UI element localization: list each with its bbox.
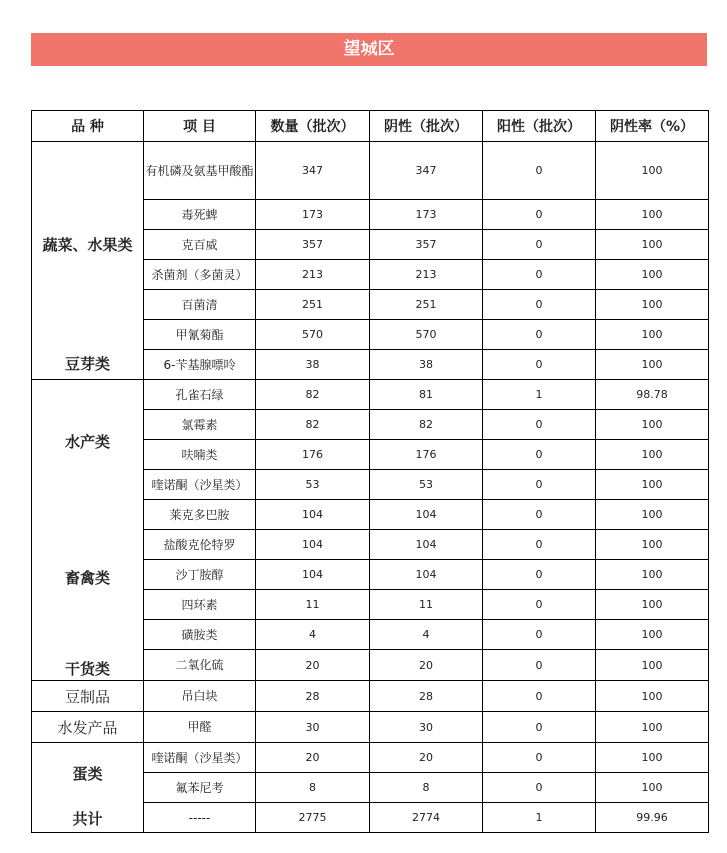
positive-cell: 0 (483, 620, 596, 650)
item-cell: 克百威 (144, 230, 256, 260)
positive-cell: 1 (483, 803, 596, 833)
negative-cell: 2774 (370, 803, 483, 833)
rate-cell: 100 (596, 230, 709, 260)
count-cell: 2775 (256, 803, 370, 833)
negative-cell: 213 (370, 260, 483, 290)
positive-cell: 0 (483, 230, 596, 260)
count-cell: 20 (256, 650, 370, 681)
table-row (32, 380, 709, 410)
item-cell: ----- (144, 803, 256, 833)
rate-cell: 100 (596, 650, 709, 681)
count-cell: 82 (256, 410, 370, 440)
table-row (32, 681, 709, 712)
category-egg: 蛋类 (72, 765, 103, 783)
item-cell: 喹诺酮（沙星类） (144, 743, 256, 773)
table-row (32, 743, 709, 773)
negative-cell: 104 (370, 500, 483, 530)
positive-cell: 0 (483, 500, 596, 530)
rate-cell: 100 (596, 320, 709, 350)
item-cell: 杀菌剂（多菌灵） (144, 260, 256, 290)
negative-cell: 357 (370, 230, 483, 260)
count-cell: 28 (256, 681, 370, 712)
positive-cell: 0 (483, 590, 596, 620)
item-cell: 沙丁胺醇 (144, 560, 256, 590)
item-cell: 磺胺类 (144, 620, 256, 650)
count-cell: 4 (256, 620, 370, 650)
positive-cell: 0 (483, 650, 596, 681)
item-cell: 氯霉素 (144, 410, 256, 440)
count-cell: 8 (256, 773, 370, 803)
category-bean: 豆制品 (32, 681, 144, 712)
positive-cell: 0 (483, 290, 596, 320)
item-cell: 孔雀石绿 (144, 380, 256, 410)
count-cell: 53 (256, 470, 370, 500)
count-cell: 176 (256, 440, 370, 470)
item-cell: 氟苯尼考 (144, 773, 256, 803)
item-cell: 盐酸克伦特罗 (144, 530, 256, 560)
negative-cell: 11 (370, 590, 483, 620)
header-item: 项 目 (144, 111, 256, 142)
rate-cell: 98.78 (596, 380, 709, 410)
count-cell: 251 (256, 290, 370, 320)
count-cell: 347 (256, 142, 370, 200)
positive-cell: 0 (483, 773, 596, 803)
negative-cell: 28 (370, 681, 483, 712)
rate-cell: 100 (596, 620, 709, 650)
negative-cell: 104 (370, 530, 483, 560)
count-cell: 82 (256, 380, 370, 410)
positive-cell: 0 (483, 142, 596, 200)
rate-cell: 100 (596, 470, 709, 500)
count-cell: 173 (256, 200, 370, 230)
category-cell-veg-sprout (32, 142, 144, 380)
positive-cell: 0 (483, 410, 596, 440)
negative-cell: 20 (370, 743, 483, 773)
positive-cell: 0 (483, 560, 596, 590)
table-row (32, 712, 709, 743)
positive-cell: 0 (483, 743, 596, 773)
count-cell: 11 (256, 590, 370, 620)
category-total: 共计 (72, 810, 103, 828)
item-cell: 百菌清 (144, 290, 256, 320)
positive-cell: 0 (483, 681, 596, 712)
negative-cell: 8 (370, 773, 483, 803)
rate-cell: 100 (596, 500, 709, 530)
negative-cell: 82 (370, 410, 483, 440)
category-cell-egg-total (32, 743, 144, 833)
rate-cell: 100 (596, 590, 709, 620)
negative-cell: 347 (370, 142, 483, 200)
rate-cell: 100 (596, 200, 709, 230)
positive-cell: 0 (483, 530, 596, 560)
item-cell: 6-苄基腺嘌呤 (144, 350, 256, 380)
header-negative: 阴性（批次） (370, 111, 483, 142)
category-veg: 蔬菜、水果类 (42, 236, 133, 254)
positive-cell: 0 (483, 320, 596, 350)
rate-cell: 100 (596, 712, 709, 743)
rate-cell: 100 (596, 773, 709, 803)
item-cell: 毒死蜱 (144, 200, 256, 230)
negative-cell: 20 (370, 650, 483, 681)
category-water: 水发产品 (32, 712, 144, 743)
count-cell: 104 (256, 530, 370, 560)
rate-cell: 100 (596, 681, 709, 712)
rate-cell: 100 (596, 290, 709, 320)
item-cell: 甲醛 (144, 712, 256, 743)
item-cell: 吊白块 (144, 681, 256, 712)
rate-cell: 100 (596, 560, 709, 590)
negative-cell: 176 (370, 440, 483, 470)
header-negative-rate: 阴性率（%） (596, 111, 709, 142)
negative-cell: 173 (370, 200, 483, 230)
negative-cell: 104 (370, 560, 483, 590)
negative-cell: 30 (370, 712, 483, 743)
item-cell: 四环素 (144, 590, 256, 620)
negative-cell: 81 (370, 380, 483, 410)
header-count: 数量（批次） (256, 111, 370, 142)
positive-cell: 0 (483, 470, 596, 500)
rate-cell: 100 (596, 743, 709, 773)
rate-cell: 100 (596, 350, 709, 380)
negative-cell: 53 (370, 470, 483, 500)
negative-cell: 570 (370, 320, 483, 350)
positive-cell: 0 (483, 712, 596, 743)
count-cell: 20 (256, 743, 370, 773)
rate-cell: 100 (596, 410, 709, 440)
header-category: 品 种 (32, 111, 144, 142)
item-cell: 莱克多巴胺 (144, 500, 256, 530)
positive-cell: 0 (483, 200, 596, 230)
negative-cell: 38 (370, 350, 483, 380)
positive-cell: 0 (483, 350, 596, 380)
item-cell: 二氧化硫 (144, 650, 256, 681)
count-cell: 38 (256, 350, 370, 380)
positive-cell: 0 (483, 440, 596, 470)
category-livestock: 畜禽类 (64, 569, 110, 587)
negative-cell: 4 (370, 620, 483, 650)
table-header-row (32, 111, 709, 142)
rate-cell: 100 (596, 142, 709, 200)
category-cell-aquatic-livestock-dry (32, 380, 144, 681)
item-cell: 有机磷及氨基甲酸酯 (144, 142, 256, 200)
category-sprout: 豆芽类 (64, 355, 110, 373)
rate-cell: 100 (596, 440, 709, 470)
inspection-table (31, 110, 709, 833)
item-cell: 呋喃类 (144, 440, 256, 470)
rate-cell: 100 (596, 530, 709, 560)
banner-title: 望城区 (343, 39, 395, 59)
header-positive: 阳性（批次） (483, 111, 596, 142)
category-dry: 干货类 (64, 660, 110, 678)
positive-cell: 1 (483, 380, 596, 410)
item-cell: 甲氰菊酯 (144, 320, 256, 350)
count-cell: 213 (256, 260, 370, 290)
negative-cell: 251 (370, 290, 483, 320)
count-cell: 357 (256, 230, 370, 260)
count-cell: 104 (256, 500, 370, 530)
positive-cell: 0 (483, 260, 596, 290)
rate-cell: 100 (596, 260, 709, 290)
rate-cell: 99.96 (596, 803, 709, 833)
category-aquatic: 水产类 (64, 433, 110, 451)
count-cell: 30 (256, 712, 370, 743)
count-cell: 570 (256, 320, 370, 350)
item-cell: 喹诺酮（沙星类） (144, 470, 256, 500)
count-cell: 104 (256, 560, 370, 590)
table-row (32, 142, 709, 200)
banner-pointer (354, 33, 384, 45)
